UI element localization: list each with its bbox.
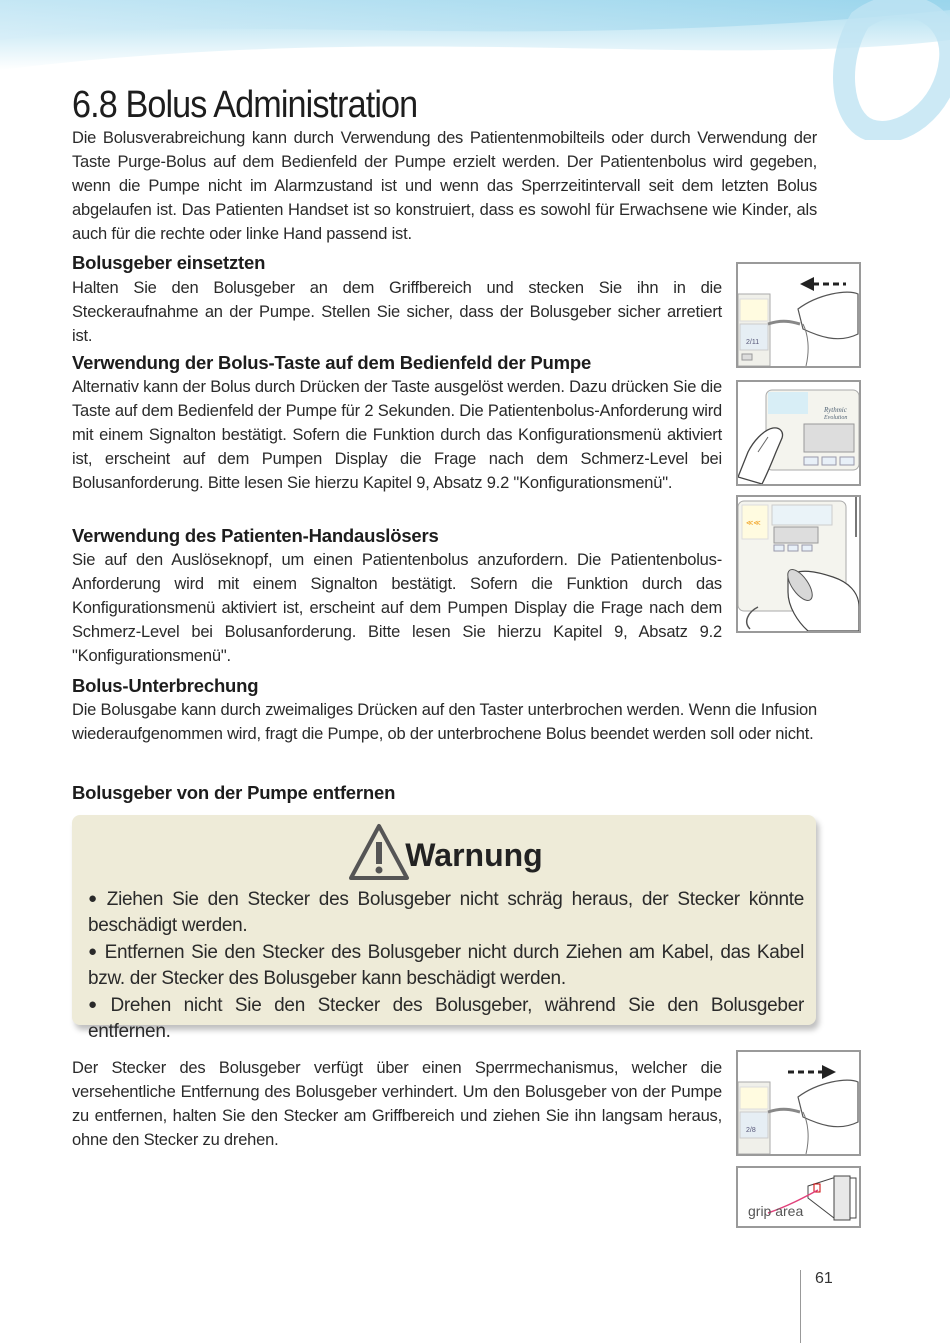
figure-grip-area [736,1166,861,1228]
warning-title: Warnung [405,837,543,873]
heading-remove: Bolusgeber von der Pumpe entfernen [72,782,396,803]
grip-area-label: grip area [748,1203,804,1219]
heading-pump-button: Verwendung der Bolus-Taste auf dem Bedienfeld der Pumpe [72,352,592,373]
svg-text:2/11: 2/11 [746,339,760,346]
figure-pump-button [736,380,861,486]
pump-brand-sub: Evolution [824,415,848,421]
page-number-divider [800,1270,801,1343]
intro-paragraph: Die Bolusverabreichung kann durch Verwendung des Patientenmobilteils oder durch Verwendung der Taste Purge-Bolus auf dem Bedienfeld der Pumpe erzielt werden. Der Patientenbolus wird gegeben, wenn die Pumpe nicht im Alarmzustand ist und wenn das Sperrzeitintervall seit dem letzten Bolus abgelaufen ist. Das Patienten Handset ist so konstruiert, dass es sowohl für Erwachsene wie Kinder, als auch für die rechte oder linke Hand passend ist. [72,129,817,243]
pump-button-paragraph: Alternativ kann der Bolus durch Drücken der Taste ausgelöst werden. Dazu drücken Sie die Taste auf dem Bedienfeld der Pumpe für 2 Sekunden. Die Patientenbolus-Anforderung wird mit einem Signalton bestätigt. Sofern die Funktion durch das Konfigurationsmenü aktiviert ist, erscheint auf dem Pumpen Display die Frage nach dem Schmerz-Level bei Bolusanforderung. Bitte lesen Sie hierzu Kapitel 9, Absatz 9.2 "Konfigurationsmenü". [72,378,722,492]
figure-remove-plug [736,1050,861,1156]
pump-brand: Rythmic [824,406,847,414]
page-number: 61 [815,1270,833,1287]
heading-insert: Bolusgeber einsetzten [72,252,266,273]
svg-text:2/8: 2/8 [746,1127,756,1134]
figure-insert-plug [736,262,861,368]
figure-handset [736,495,861,633]
insert-paragraph: Halten Sie den Bolusgeber an dem Griffbereich und stecken Sie ihn in die Steckeraufnahme an der Pumpe. Stellen Sie sicher, dass der Bolusgeber sicher arretiert ist. [72,279,722,345]
warning-item: ● Entfernen Sie den Stecker des Bolusgeber nicht durch Ziehen am Kabel, das Kabel bzw. der Stecker des Bolusgeber kann beschädigt werden. [88,940,804,991]
warning-item: ● Ziehen Sie den Stecker des Bolusgeber nicht schräg heraus, der Stecker könnte beschädigt werden. [88,887,804,938]
heading-interrupt: Bolus-Unterbrechung [72,675,259,696]
heading-handset: Verwendung des Patienten-Handauslösers [72,525,439,546]
remove-paragraph: Der Stecker des Bolusgeber verfügt über einen Sperrmechanismus, welcher die versehentliche Entfernung des Bolusgeber verhindert. Um den Bolusgeber von der Pumpe zu entfernen, halten Sie den Stecker am Griffbereich und ziehen Sie ihn langsam heraus, ohne den Stecker zu drehen. [72,1059,722,1149]
warning-list [88,887,804,1046]
svg-text:≪≪: ≪≪ [746,520,761,527]
page-title: 6.8 Bolus Administration [72,84,418,126]
warning-box [72,815,816,1042]
warning-item: ● Drehen nicht Sie den Stecker des Bolusgeber, während Sie den Bolusgeber entfernen. [88,993,804,1044]
interrupt-paragraph: Die Bolusgabe kann durch zweimaliges Drücken auf den Taster unterbrochen werden. Wenn die Infusion wiederaufgenommen wird, fragt die Pumpe, ob der unterbrochene Bolus beendet werden soll oder nicht. [72,701,817,743]
handset-paragraph: Sie auf den Auslöseknopf, um einen Patientenbolus anzufordern. Die Patientenbolus-Anforderung wird mit einem Signalton bestätigt. Sofern die Funktion durch das Konfigurationsmenü aktiviert ist, erscheint auf dem Pumpen Display die Frage nach dem Schmerz-Level bei Bolusanforderung. Bitte lesen Sie hierzu Kapitel 9, Absatz 9.2 "Konfigurationsmenü". [72,551,722,665]
